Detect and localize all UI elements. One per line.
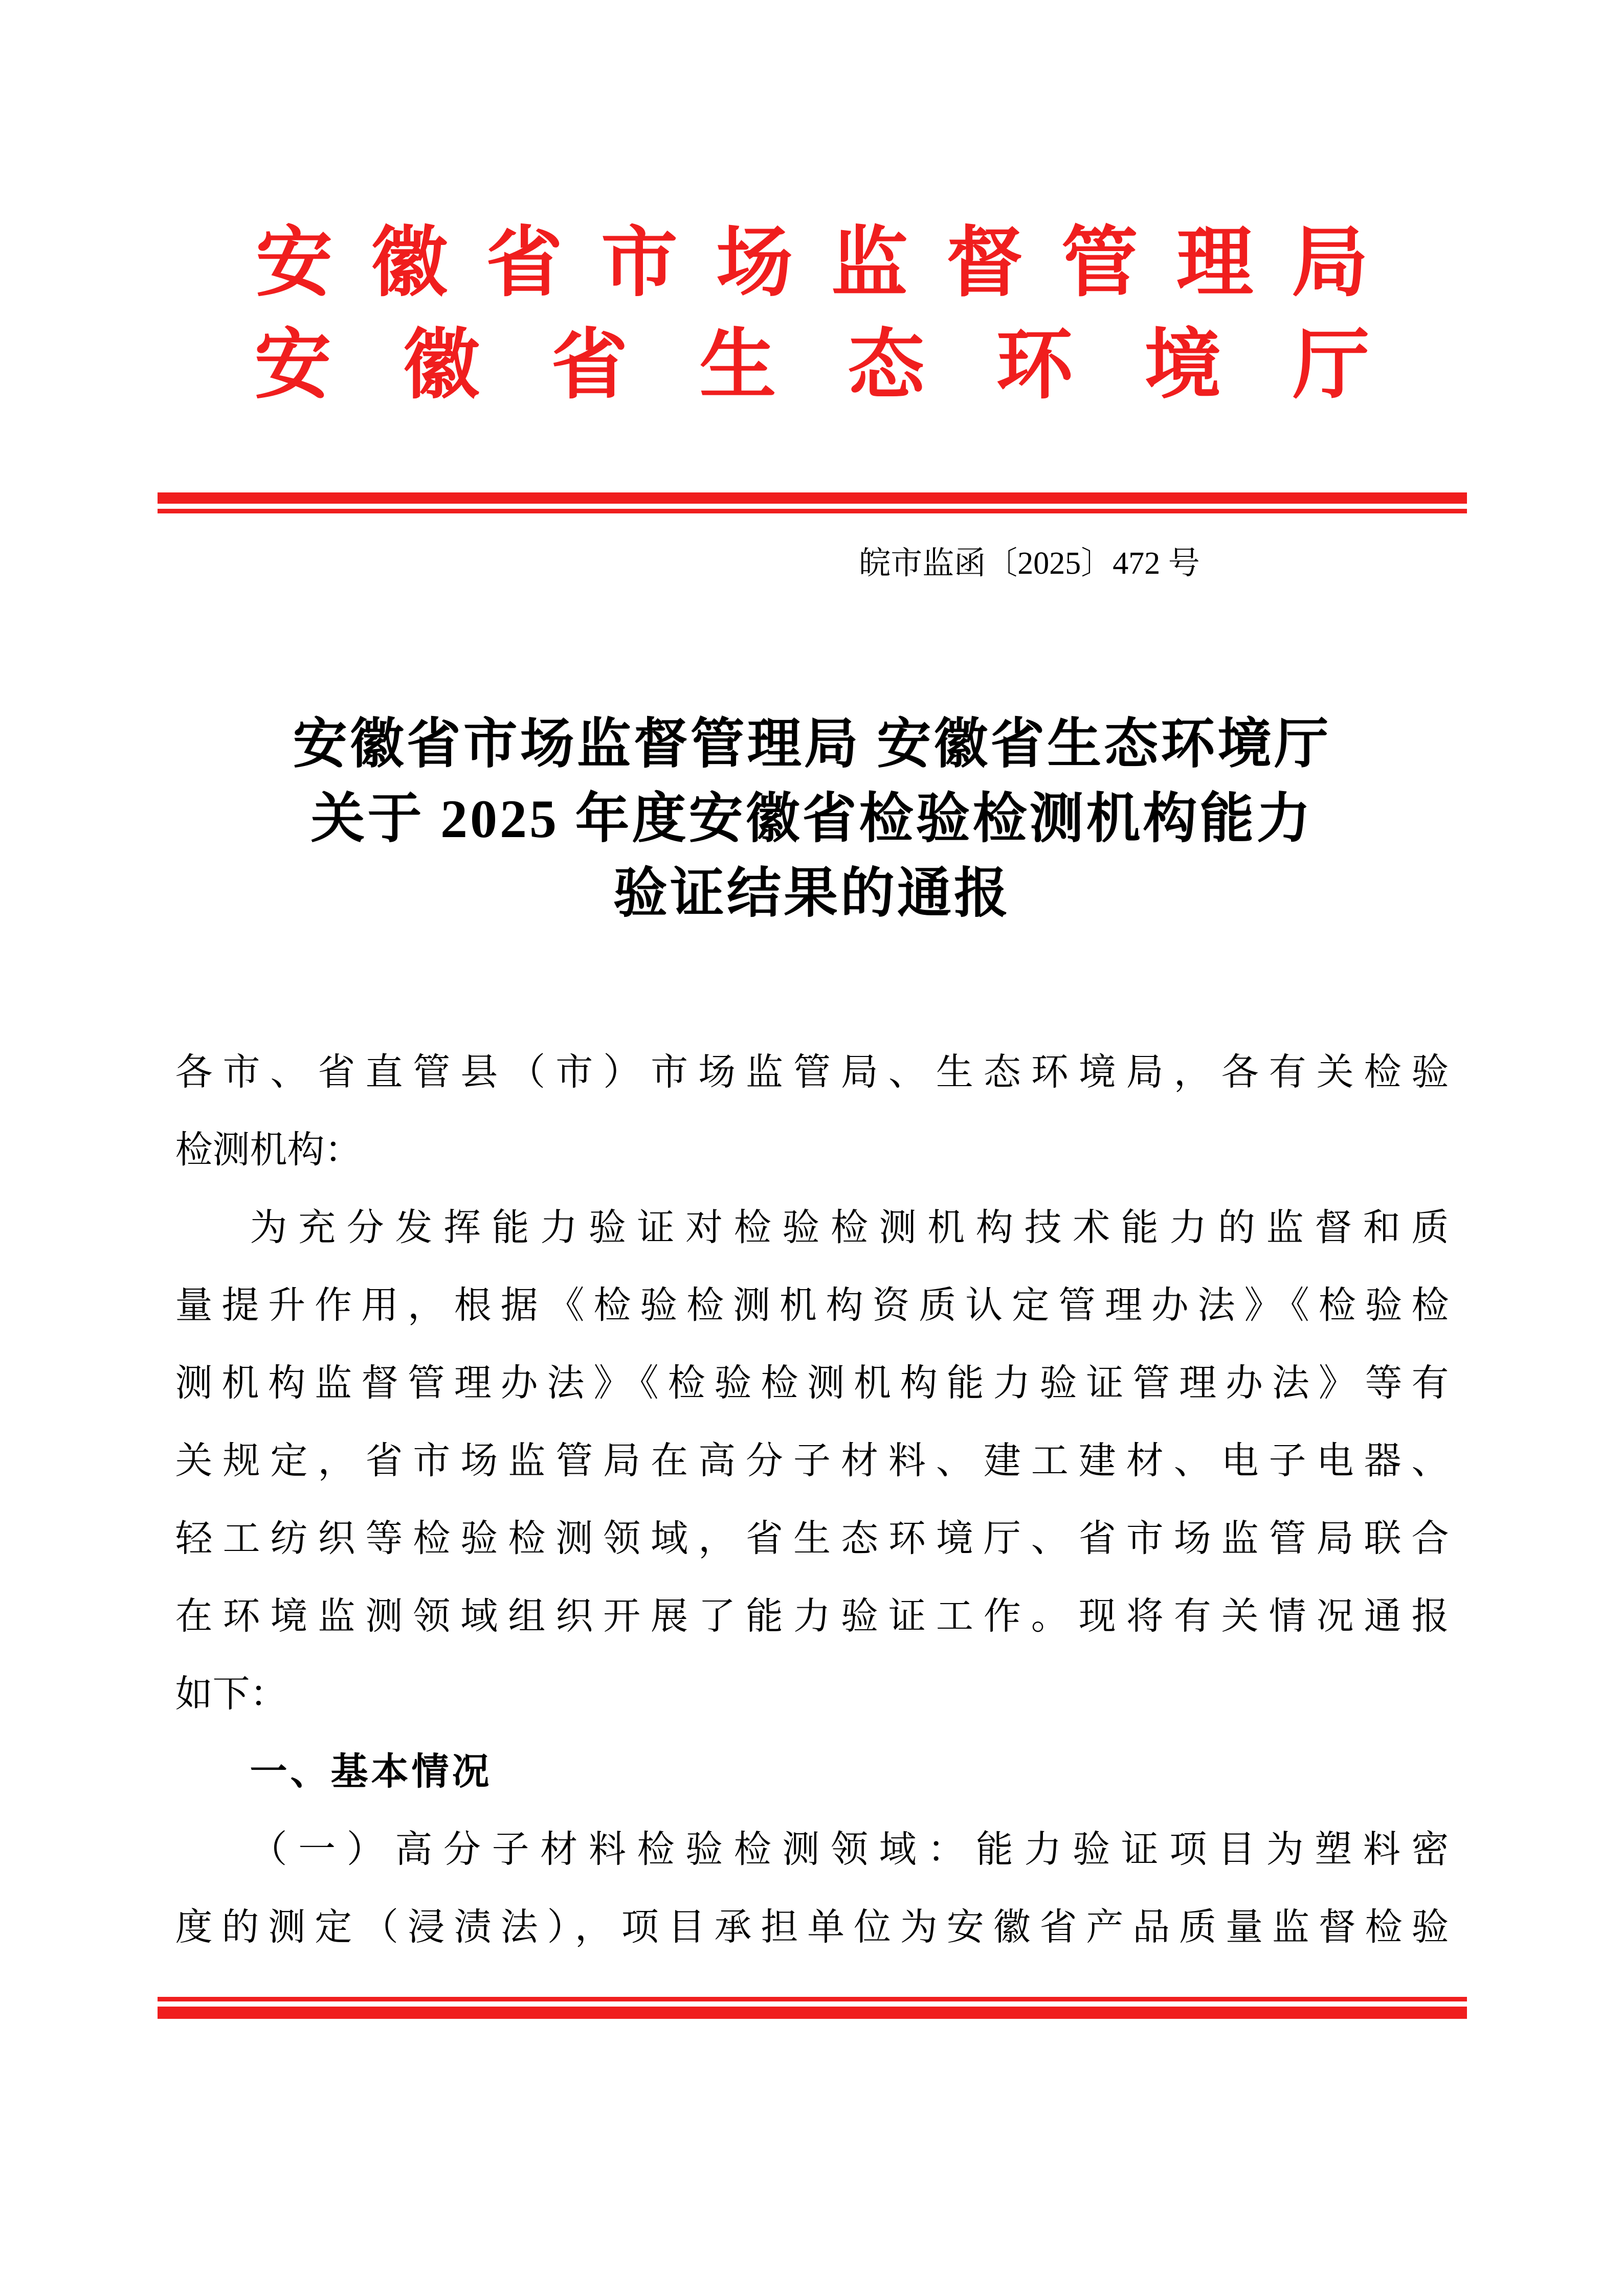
section-heading-basic-situation: 一、基本情况: [250, 1751, 493, 1792]
body-line-paragraph-2: 量提升作用，根据《检验检测机构资质认定管理办法》《检验检: [175, 1285, 1449, 1326]
body-line-paragraph-6: 在环境监测领域组织开展了能力验证工作。现将有关情况通报: [175, 1595, 1449, 1637]
document-body: [158, 1033, 1467, 1966]
footer-divider: [158, 1997, 1467, 2019]
document-title-line3: 验证结果的通报: [613, 864, 1011, 924]
header-divider-thin-line: [158, 509, 1467, 513]
body-line-item-1: （一）高分子材料检验检测领域：能力验证项目为塑料密: [250, 1829, 1449, 1870]
footer-divider-thick-line: [158, 2007, 1467, 2019]
body-line-paragraph-1: 为充分发挥能力验证对检验检测机构技术能力的监督和质: [250, 1207, 1449, 1248]
document-title-line1: 安徽省市场监督管理局 安徽省生态环境厅: [293, 714, 1331, 774]
body-line-salutation-2: 检测机构：: [175, 1129, 362, 1170]
letterhead: [158, 0, 1467, 417]
letterhead-org-line1: 安徽省市场监督管理局: [255, 221, 1407, 306]
document-title-line2: 关于 2025 年度安徽省检验检测机构能力: [310, 789, 1314, 849]
body-line-paragraph-7: 如下：: [175, 1673, 287, 1715]
document-number: 皖市监函〔2025〕472 号: [859, 546, 1200, 581]
header-divider-gap: [158, 504, 1467, 509]
header-divider: [158, 492, 1467, 513]
letterhead-org-line2: 安徽省生态环境厅: [254, 323, 1441, 408]
body-line-paragraph-5: 轻工纺织等检验检测领域，省生态环境厅、省市场监管局联合: [175, 1518, 1449, 1559]
document-content: [158, 0, 1467, 2019]
header-divider-thick-line: [158, 492, 1467, 504]
body-line-salutation-1: 各市、省直管县（市）市场监管局、生态环境局，各有关检验: [175, 1051, 1449, 1093]
document-title: [158, 707, 1467, 931]
body-line-item-2: 度的测定（浸渍法），项目承担单位为安徽省产品质量监督检验: [175, 1906, 1449, 1948]
body-line-paragraph-4: 关规定，省市场监管局在高分子材料、建工建材、电子电器、: [175, 1440, 1449, 1481]
body-line-paragraph-3: 测机构监督管理办法》《检验检测机构能力验证管理办法》等有: [175, 1362, 1449, 1404]
footer-divider-thin-line: [158, 1997, 1467, 2001]
footer-divider-gap: [158, 2001, 1467, 2007]
